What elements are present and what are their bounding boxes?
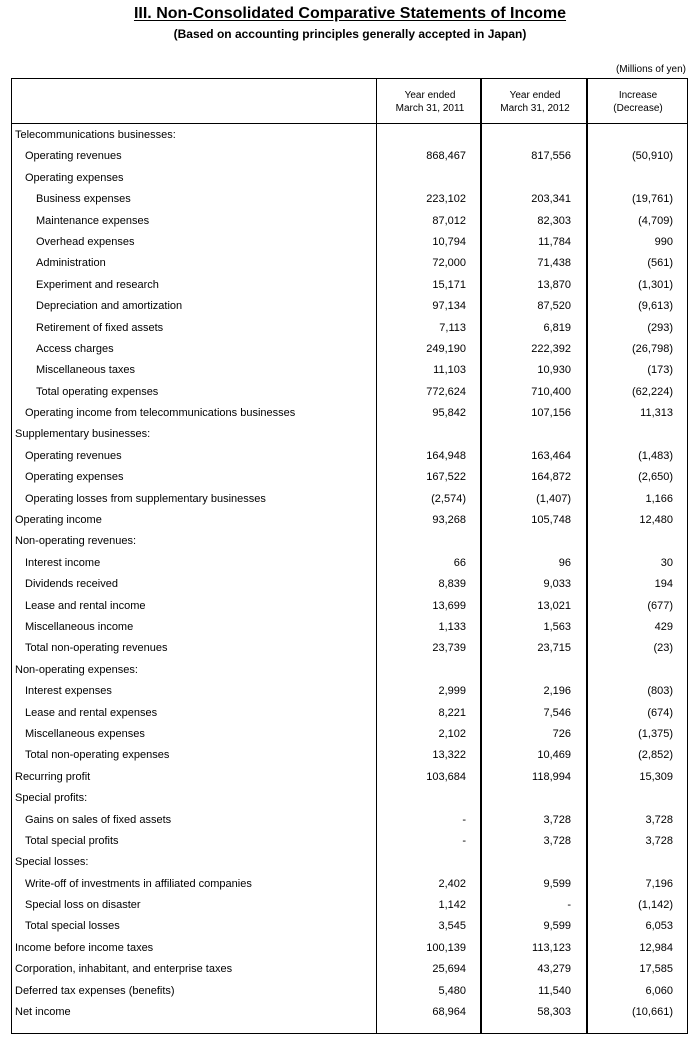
row-value-v1: 13,699 — [432, 599, 466, 612]
row-label: Maintenance expenses — [36, 214, 150, 227]
table-row — [12, 703, 687, 724]
row-value-v3: (173) — [647, 364, 673, 377]
row-value-v1: 8,221 — [438, 706, 466, 719]
table-row — [12, 916, 687, 937]
row-label: Administration — [36, 257, 106, 270]
table-row — [12, 981, 687, 1002]
row-label: Supplementary businesses: — [15, 428, 151, 441]
row-value-v1: 93,268 — [432, 514, 466, 527]
row-label: Operating expenses — [25, 171, 124, 184]
header-fy2011 — [378, 89, 482, 115]
row-value-v2: 13,870 — [537, 278, 571, 291]
table-row — [12, 424, 687, 445]
row-value-v3: 194 — [654, 578, 673, 591]
row-value-v1: 8,839 — [438, 578, 466, 591]
header-fy2012-line2: March 31, 2012 — [500, 103, 570, 114]
row-label: Interest income — [25, 556, 101, 569]
row-value-v3: 1,166 — [645, 492, 673, 505]
row-value-v2: 43,279 — [537, 963, 571, 976]
row-value-v2: 11,784 — [538, 235, 571, 248]
row-value-v2: 96 — [558, 556, 571, 569]
row-label: Non-operating revenues: — [15, 535, 137, 548]
row-value-v3: 6,053 — [645, 920, 673, 933]
table-row — [12, 788, 687, 809]
header-fy2011-line1: Year ended — [404, 90, 456, 101]
row-value-v1: 167,522 — [426, 471, 466, 484]
row-value-v1: 1,142 — [438, 899, 466, 912]
table-row — [12, 895, 687, 916]
table-row — [12, 938, 687, 959]
table-row — [12, 767, 687, 788]
row-value-v2: 113,123 — [532, 941, 571, 954]
row-value-v3: (1,301) — [638, 278, 673, 291]
table-row — [12, 660, 687, 681]
row-label: Gains on sales of fixed assets — [25, 813, 172, 826]
table-row — [12, 168, 687, 189]
row-value-v1: 1,133 — [438, 620, 466, 633]
row-label: Lease and rental income — [25, 599, 146, 612]
row-value-v3: 12,984 — [639, 941, 673, 954]
row-value-v2: 222,392 — [531, 342, 571, 355]
row-label: Operating income — [15, 514, 102, 527]
row-value-v3: 3,728 — [645, 834, 673, 847]
income-statement-table — [11, 78, 688, 1034]
document-subtitle: (Based on accounting principles generally accepted in Japan) — [173, 27, 527, 41]
row-value-v3: (561) — [647, 257, 673, 270]
row-value-v2: 107,156 — [531, 407, 571, 420]
row-value-v2: (1,407) — [536, 492, 571, 505]
table-row — [12, 232, 687, 253]
row-value-v3: (2,852) — [638, 749, 673, 762]
table-row — [12, 510, 687, 531]
row-label: Access charges — [36, 342, 114, 355]
row-value-v2: 6,819 — [543, 321, 571, 334]
row-label: Miscellaneous taxes — [36, 364, 136, 377]
table-row — [12, 382, 687, 403]
row-label: Special profits: — [15, 792, 88, 805]
table-row — [12, 831, 687, 852]
row-value-v3: 15,309 — [639, 770, 673, 783]
row-value-v3: 3,728 — [645, 813, 673, 826]
row-value-v1: 249,190 — [426, 342, 466, 355]
row-value-v2: 9,599 — [543, 920, 571, 933]
row-label: Total non-operating revenues — [25, 642, 168, 655]
row-value-v2: 3,728 — [543, 834, 571, 847]
table-row — [12, 745, 687, 766]
table-row — [12, 339, 687, 360]
row-label: Operating losses from supplementary businesses — [25, 492, 266, 505]
row-value-v3: (62,224) — [632, 385, 673, 398]
table-row — [12, 296, 687, 317]
row-value-v2: 710,400 — [531, 385, 571, 398]
row-value-v2: 203,341 — [531, 193, 571, 206]
row-value-v3: (1,142) — [638, 899, 673, 912]
row-value-v2: 71,438 — [537, 257, 571, 270]
table-row — [12, 467, 687, 488]
row-value-v3: (10,661) — [632, 1006, 673, 1019]
table-row — [12, 275, 687, 296]
row-label: Write-off of investments in affiliated companies — [25, 877, 252, 890]
row-value-v3: (2,650) — [638, 471, 673, 484]
units-note: (Millions of yen) — [615, 64, 686, 75]
document-title: III. Non-Consolidated Comparative Statements of Income — [133, 5, 567, 22]
row-label: Overhead expenses — [36, 235, 135, 248]
row-value-v2: 87,520 — [537, 300, 571, 313]
row-value-v1: 868,467 — [426, 150, 466, 163]
row-label: Total non-operating expenses — [25, 749, 170, 762]
row-value-v3: 6,060 — [645, 984, 673, 997]
row-value-v1: 23,739 — [432, 642, 466, 655]
row-value-v1: - — [462, 813, 466, 826]
row-value-v2: 817,556 — [531, 150, 571, 163]
row-value-v1: - — [462, 834, 466, 847]
row-value-v2: 10,469 — [537, 749, 571, 762]
row-value-v2: 3,728 — [543, 813, 571, 826]
header-change-line2: (Decrease) — [613, 103, 663, 114]
row-value-v2: 118,994 — [532, 770, 571, 783]
row-value-v3: (9,613) — [638, 300, 673, 313]
row-label: Corporation, inhabitant, and enterprise taxes — [15, 963, 233, 976]
row-value-v1: 68,964 — [432, 1006, 466, 1019]
header-divider — [12, 123, 687, 124]
row-label: Operating expenses — [25, 471, 124, 484]
row-value-v3: 11,313 — [640, 407, 673, 420]
row-label: Telecommunications businesses: — [15, 129, 176, 141]
table-row — [12, 125, 687, 146]
row-label: Recurring profit — [15, 770, 91, 783]
row-value-v2: 82,303 — [537, 214, 571, 227]
table-row — [12, 959, 687, 980]
table-row — [12, 617, 687, 638]
row-value-v2: 1,563 — [543, 620, 571, 633]
table-row — [12, 146, 687, 167]
row-value-v3: (1,483) — [638, 449, 673, 462]
table-row — [12, 852, 687, 873]
row-value-v3: 12,480 — [639, 514, 673, 527]
row-value-v1: 13,322 — [432, 749, 466, 762]
row-value-v1: 11,103 — [433, 364, 466, 377]
row-label: Operating income from telecommunications businesses — [25, 407, 296, 420]
row-value-v1: 87,012 — [432, 214, 466, 227]
row-value-v1: 25,694 — [432, 963, 466, 976]
row-value-v2: 23,715 — [537, 642, 571, 655]
row-value-v1: 66 — [453, 556, 466, 569]
row-value-v2: 13,021 — [537, 599, 571, 612]
row-label: Depreciation and amortization — [36, 300, 183, 313]
row-value-v3: (4,709) — [638, 214, 673, 227]
row-label: Deferred tax expenses (benefits) — [15, 984, 175, 997]
row-value-v3: 17,585 — [639, 963, 673, 976]
row-value-v2: 105,748 — [531, 514, 571, 527]
row-value-v1: 100,139 — [426, 941, 466, 954]
row-value-v3: 30 — [660, 556, 673, 569]
table-body — [12, 125, 687, 1023]
row-value-v1: 7,113 — [439, 321, 466, 334]
row-value-v2: 163,464 — [531, 449, 571, 462]
row-value-v3: (674) — [647, 706, 673, 719]
row-value-v3: 429 — [654, 620, 673, 633]
row-value-v3: (26,798) — [632, 342, 673, 355]
header-fy2012 — [483, 89, 587, 115]
header-change — [588, 89, 688, 115]
table-row — [12, 189, 687, 210]
table-row — [12, 489, 687, 510]
table-row — [12, 1002, 687, 1023]
row-label: Miscellaneous expenses — [25, 727, 145, 740]
row-value-v1: 103,684 — [426, 770, 466, 783]
row-value-v2: 9,033 — [543, 578, 571, 591]
table-row — [12, 553, 687, 574]
row-label: Business expenses — [36, 193, 131, 206]
row-value-v1: (2,574) — [431, 492, 466, 505]
row-value-v2: 726 — [552, 727, 571, 740]
row-value-v1: 2,102 — [438, 727, 466, 740]
table-row — [12, 253, 687, 274]
row-value-v3: (803) — [647, 685, 673, 698]
row-value-v3: 7,196 — [645, 877, 673, 890]
header-fy2011-line2: March 31, 2011 — [395, 103, 465, 114]
row-value-v1: 95,842 — [432, 407, 466, 420]
row-value-v1: 772,624 — [426, 385, 466, 398]
row-label: Net income — [15, 1006, 71, 1019]
row-value-v1: 10,794 — [432, 235, 466, 248]
row-label: Dividends received — [25, 578, 118, 591]
row-value-v1: 164,948 — [426, 449, 466, 462]
row-value-v1: 97,134 — [432, 300, 466, 313]
table-row — [12, 211, 687, 232]
table-row — [12, 681, 687, 702]
row-value-v3: (677) — [647, 599, 673, 612]
table-row — [12, 638, 687, 659]
row-value-v2: 2,196 — [543, 685, 571, 698]
row-value-v2: 164,872 — [531, 471, 571, 484]
table-row — [12, 596, 687, 617]
row-value-v2: 10,930 — [537, 364, 571, 377]
table-row — [12, 446, 687, 467]
row-value-v3: (293) — [647, 321, 673, 334]
table-row — [12, 724, 687, 745]
row-value-v3: 990 — [654, 235, 673, 248]
row-value-v1: 15,171 — [432, 278, 466, 291]
row-label: Operating revenues — [25, 150, 122, 163]
header-fy2012-line1: Year ended — [509, 90, 561, 101]
row-label: Operating revenues — [25, 449, 122, 462]
row-value-v1: 223,102 — [426, 193, 466, 206]
row-label: Special loss on disaster — [25, 899, 141, 912]
row-value-v1: 3,545 — [438, 920, 466, 933]
row-label: Interest expenses — [25, 685, 112, 698]
table-row — [12, 810, 687, 831]
row-label: Miscellaneous income — [25, 620, 134, 633]
header-change-line1: Increase — [618, 90, 658, 101]
row-value-v3: (19,761) — [632, 193, 673, 206]
row-value-v2: 9,599 — [543, 877, 571, 890]
row-value-v3: (1,375) — [638, 727, 673, 740]
row-value-v2: - — [567, 899, 571, 912]
row-label: Non-operating expenses: — [15, 663, 138, 676]
table-row — [12, 360, 687, 381]
row-value-v2: 58,303 — [537, 1006, 571, 1019]
row-value-v1: 72,000 — [432, 257, 466, 270]
row-label: Retirement of fixed assets — [36, 321, 164, 334]
row-value-v2: 7,546 — [543, 706, 571, 719]
row-label: Total special profits — [25, 834, 119, 847]
row-label: Lease and rental expenses — [25, 706, 158, 719]
row-label: Income before income taxes — [15, 941, 154, 954]
row-value-v2: 11,540 — [538, 984, 571, 997]
row-value-v1: 2,999 — [438, 685, 466, 698]
table-row — [12, 403, 687, 424]
row-value-v1: 5,480 — [438, 984, 466, 997]
table-row — [12, 874, 687, 895]
table-row — [12, 574, 687, 595]
row-label: Total special losses — [25, 920, 120, 933]
row-label: Special losses: — [15, 856, 89, 869]
row-value-v3: (23) — [653, 642, 673, 655]
row-label: Experiment and research — [36, 278, 159, 291]
row-value-v1: 2,402 — [438, 877, 466, 890]
row-value-v3: (50,910) — [632, 150, 673, 163]
row-label: Total operating expenses — [36, 385, 159, 398]
table-row — [12, 531, 687, 552]
table-row — [12, 318, 687, 339]
